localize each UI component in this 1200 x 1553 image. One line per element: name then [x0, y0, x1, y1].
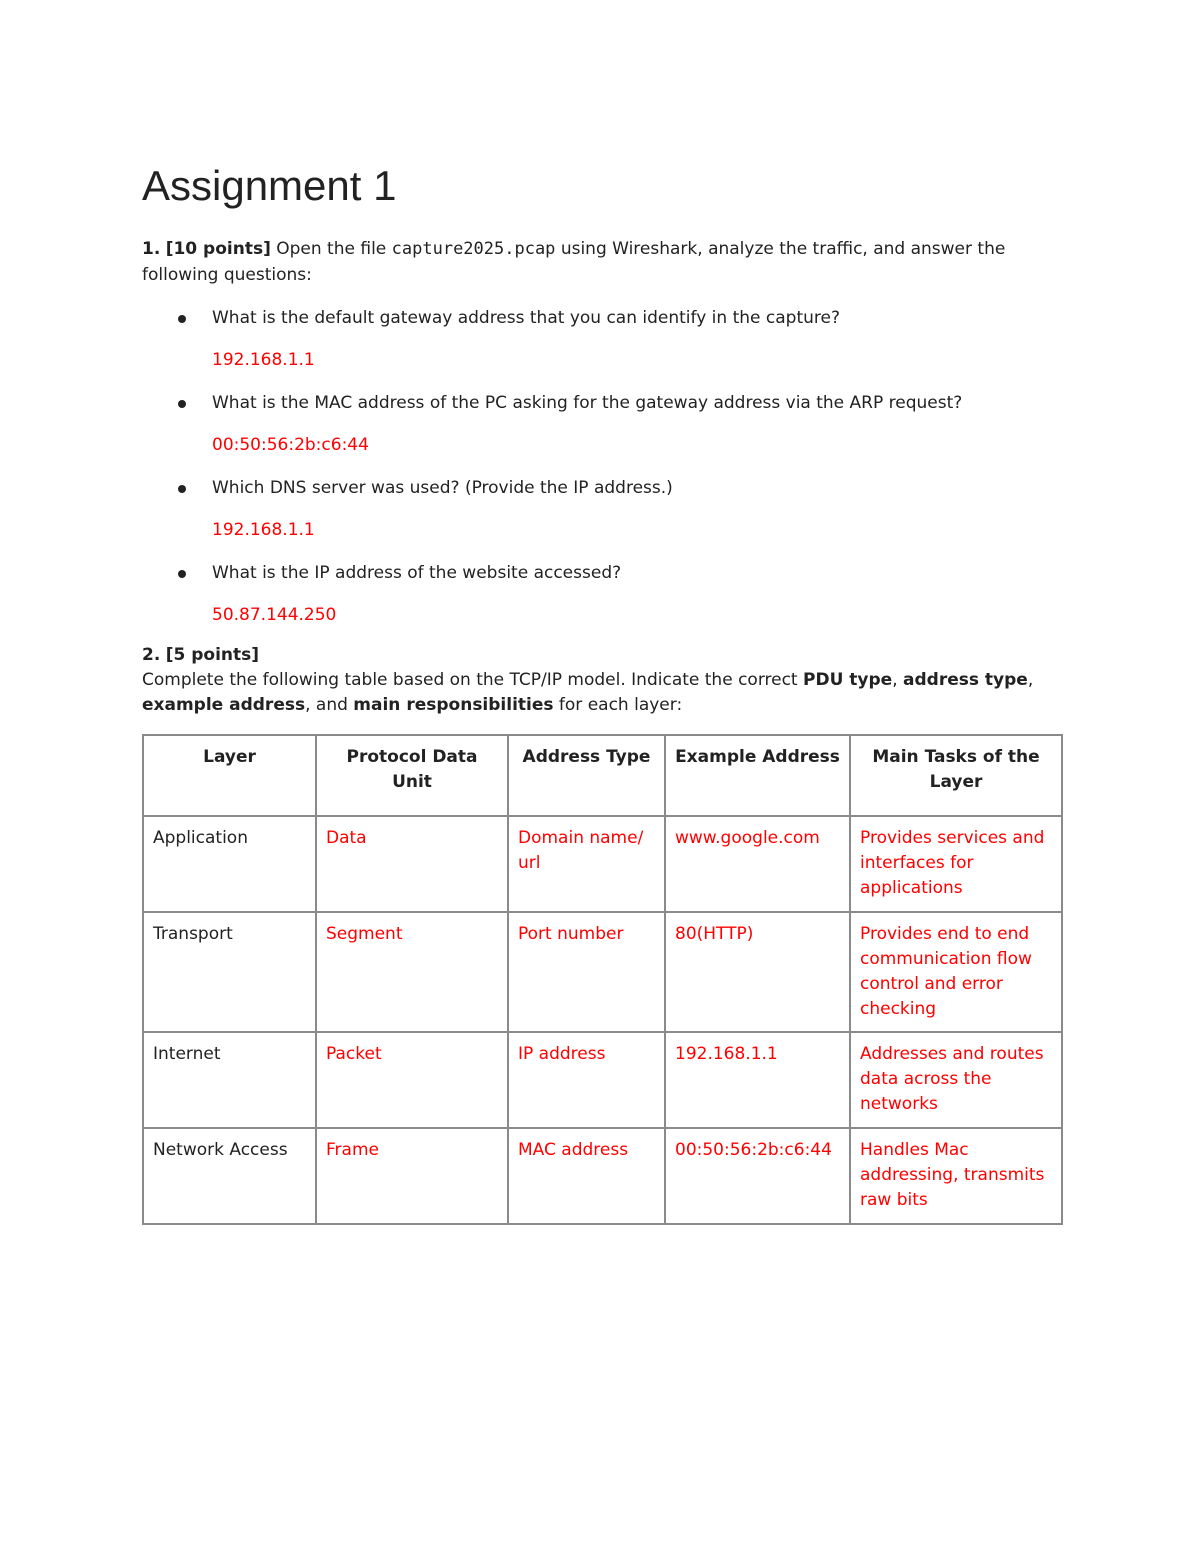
column-header-address-type: Address Type	[508, 735, 665, 816]
bullet-answer: 192.168.1.1	[212, 520, 315, 540]
page-title: Assignment 1	[142, 162, 397, 209]
table-row	[143, 1128, 1062, 1224]
cell-layer: Application	[143, 816, 316, 912]
bullet-icon	[178, 400, 186, 408]
bullet-icon	[178, 570, 186, 578]
table-header-row	[143, 735, 1062, 816]
cell-pdu: Segment	[316, 912, 508, 1032]
cell-address-type: MAC address	[508, 1128, 665, 1224]
question-2-number: 2.	[142, 645, 161, 665]
bullet-answer: 192.168.1.1	[212, 350, 315, 370]
cell-address-type: Port number	[508, 912, 665, 1032]
cell-address-type: IP address	[508, 1032, 665, 1128]
question-1-prompt	[142, 236, 1060, 288]
table-row	[143, 816, 1062, 912]
tcp-ip-table	[142, 734, 1063, 1225]
question-2-sep-2: ,	[1027, 670, 1034, 690]
bullet-question: Which DNS server was used? (Provide the IP address.)	[212, 478, 673, 498]
cell-pdu: Frame	[316, 1128, 508, 1224]
question-2-bold-tasks: main responsibilities	[353, 695, 554, 715]
cell-main-tasks: Handles Mac addressing, transmits raw bits	[850, 1128, 1062, 1224]
bullet-answer: 50.87.144.250	[212, 605, 337, 625]
question-1-list	[142, 305, 1060, 645]
list-item	[142, 390, 1060, 475]
column-header-main-tasks: Main Tasks of the Layer	[850, 735, 1062, 816]
cell-example-address: 80(HTTP)	[665, 912, 850, 1032]
question-1-text-after: using Wireshark, analyze the traffic, and answer the following questions:	[142, 239, 1006, 285]
column-header-layer: Layer	[143, 735, 316, 816]
question-2-bold-pdu: PDU type	[803, 670, 893, 690]
cell-main-tasks: Provides services and interfaces for applications	[850, 816, 1062, 912]
question-2-sep-3: , and	[305, 695, 354, 715]
bullet-icon	[178, 315, 186, 323]
question-1-points: [10 points]	[165, 239, 271, 259]
column-header-example-address: Example Address	[665, 735, 850, 816]
cell-layer: Network Access	[143, 1128, 316, 1224]
question-1-filename: capture2025.pcap	[391, 239, 556, 259]
cell-pdu: Data	[316, 816, 508, 912]
table-row	[143, 1032, 1062, 1128]
list-item	[142, 560, 1060, 645]
list-item	[142, 475, 1060, 560]
question-2-text-1: Complete the following table based on the TCP/IP model. Indicate the correct	[142, 670, 803, 690]
list-item	[142, 305, 1060, 390]
question-2-sep-1: ,	[892, 670, 904, 690]
bullet-question: What is the IP address of the website accessed?	[212, 563, 622, 583]
question-2-points: [5 points]	[165, 645, 260, 665]
question-2-text-2: for each layer:	[553, 695, 683, 715]
bullet-question: What is the MAC address of the PC asking for the gateway address via the ARP request?	[212, 393, 963, 413]
column-header-pdu: Protocol Data Unit	[316, 735, 508, 816]
cell-example-address: 192.168.1.1	[665, 1032, 850, 1128]
cell-main-tasks: Provides end to end communication flow control and error checking	[850, 912, 1062, 1032]
cell-address-type: Domain name/ url	[508, 816, 665, 912]
cell-layer: Transport	[143, 912, 316, 1032]
question-2-bold-address: address type	[903, 670, 1028, 690]
cell-pdu: Packet	[316, 1032, 508, 1128]
cell-example-address: 00:50:56:2b:c6:44	[665, 1128, 850, 1224]
cell-example-address: www.google.com	[665, 816, 850, 912]
cell-layer: Internet	[143, 1032, 316, 1128]
bullet-question: What is the default gateway address that you can identify in the capture?	[212, 308, 840, 328]
question-1-text-before: Open the file	[270, 239, 392, 259]
cell-main-tasks: Addresses and routes data across the networks	[850, 1032, 1062, 1128]
question-2-bold-example: example address	[142, 695, 306, 715]
bullet-icon	[178, 485, 186, 493]
table-row	[143, 912, 1062, 1032]
question-1-number: 1.	[142, 239, 161, 259]
question-2-prompt	[142, 643, 1060, 718]
bullet-answer: 00:50:56:2b:c6:44	[212, 435, 369, 455]
